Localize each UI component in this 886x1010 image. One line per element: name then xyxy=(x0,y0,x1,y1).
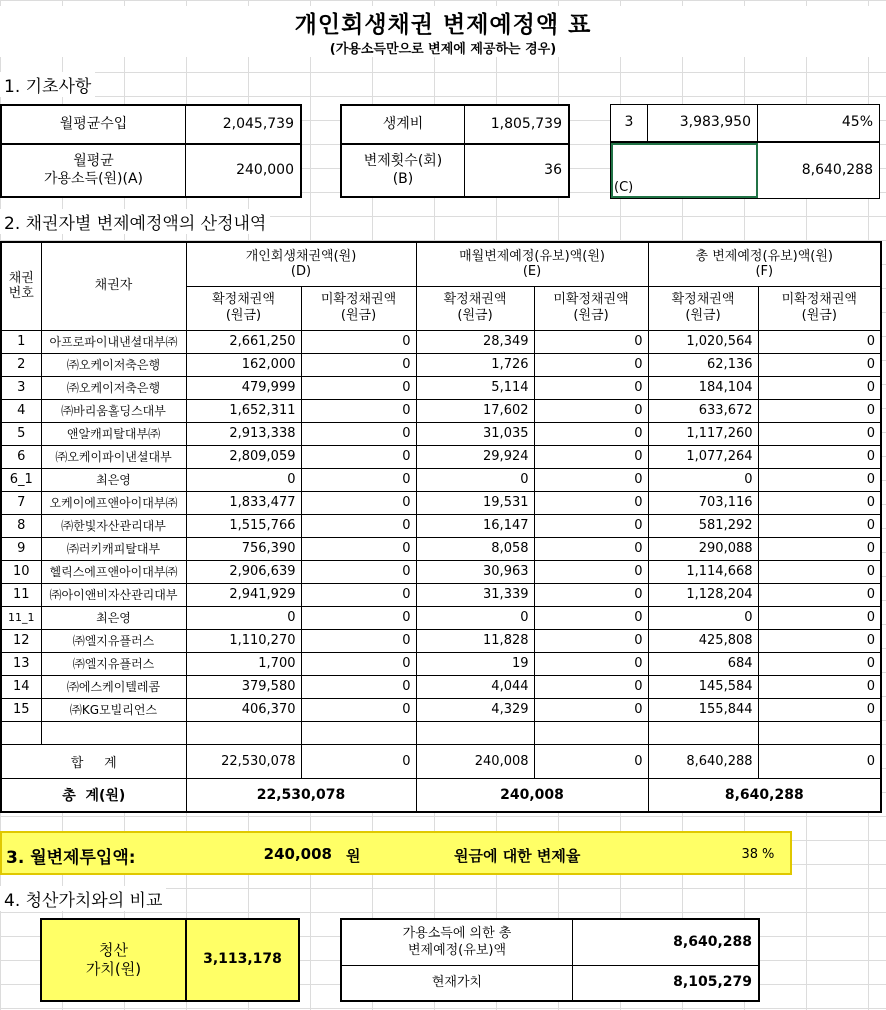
e-confirmed-cell[interactable]: 31,339 xyxy=(416,583,534,606)
row-number[interactable]: 1 xyxy=(1,330,41,353)
disposable-income-value[interactable]: 240,000 xyxy=(236,161,294,178)
e-confirmed-cell[interactable]: 19 xyxy=(416,652,534,675)
f-unconfirmed-cell[interactable]: 0 xyxy=(758,606,881,629)
e-confirmed-cell[interactable]: 31,035 xyxy=(416,422,534,445)
d-confirmed-cell[interactable]: 2,941,929 xyxy=(186,583,301,606)
header-e-unconfirmed: 미확정채권액 (원금) xyxy=(534,286,648,330)
grand-total-e[interactable]: 240,008 xyxy=(416,778,648,812)
e-unconfirmed-cell[interactable]: 0 xyxy=(534,583,648,606)
f-unconfirmed-cell[interactable]: 0 xyxy=(758,399,881,422)
disposable-income-label: 월평균 가용소득(원)(A) xyxy=(43,153,144,187)
d-unconfirmed-cell[interactable]: 0 xyxy=(301,445,416,468)
f-confirmed-cell[interactable]: 684 xyxy=(648,652,758,675)
c-label: (C) xyxy=(614,179,634,195)
table-row xyxy=(1,422,881,445)
d-confirmed-cell[interactable]: 479,999 xyxy=(186,376,301,399)
d-unconfirmed-cell[interactable]: 0 xyxy=(301,468,416,491)
f-unconfirmed-cell[interactable]: 0 xyxy=(758,629,881,652)
e-confirmed-cell[interactable]: 8,058 xyxy=(416,537,534,560)
section-4-title: 4. 청산가치와의 비교 xyxy=(0,886,166,911)
creditor-name[interactable]: 오케이에프앤아이대부㈜ xyxy=(41,491,186,514)
present-value-label: 현재가치 xyxy=(431,974,483,990)
d-confirmed-cell[interactable]: 2,906,639 xyxy=(186,560,301,583)
e-confirmed-cell[interactable]: 19,531 xyxy=(416,491,534,514)
f-confirmed-cell[interactable]: 633,672 xyxy=(648,399,758,422)
f-confirmed-cell[interactable]: 0 xyxy=(648,468,758,491)
d-unconfirmed-cell[interactable]: 0 xyxy=(301,399,416,422)
e-unconfirmed-cell[interactable]: 0 xyxy=(534,629,648,652)
table-row xyxy=(1,537,881,560)
table-row xyxy=(1,514,881,537)
e-unconfirmed-cell[interactable]: 0 xyxy=(534,353,648,376)
d-confirmed-cell[interactable]: 162,000 xyxy=(186,353,301,376)
repayment-ratio-unit: % xyxy=(762,847,775,862)
table-row xyxy=(1,468,881,491)
e-confirmed-cell[interactable]: 1,726 xyxy=(416,353,534,376)
sum-e-confirmed[interactable]: 240,008 xyxy=(416,744,534,778)
d-unconfirmed-cell[interactable]: 0 xyxy=(301,583,416,606)
d-unconfirmed-cell[interactable]: 0 xyxy=(301,629,416,652)
header-f: 총 변제예정(유보)액(원) (F) xyxy=(648,242,881,286)
d-unconfirmed-cell[interactable]: 0 xyxy=(301,422,416,445)
header-e: 매월변제예정(유보)액(원) (E) xyxy=(416,242,648,286)
creditor-name[interactable]: 헬릭스에프앤아이대부㈜ xyxy=(41,560,186,583)
d-confirmed-cell[interactable]: 406,370 xyxy=(186,698,301,721)
e-confirmed-cell[interactable]: 4,044 xyxy=(416,675,534,698)
e-confirmed-cell[interactable]: 29,924 xyxy=(416,445,534,468)
sum-label: 합 계 xyxy=(1,744,186,778)
table-row xyxy=(1,583,881,606)
header-d-unconfirmed: 미확정채권액 (원금) xyxy=(301,286,416,330)
sum-d-confirmed[interactable]: 22,530,078 xyxy=(186,744,301,778)
f-unconfirmed-cell[interactable]: 0 xyxy=(758,514,881,537)
e-unconfirmed-cell[interactable]: 0 xyxy=(534,652,648,675)
liquidation-label: 청산 가치(원) xyxy=(85,941,142,978)
f-confirmed-cell[interactable]: 1,114,668 xyxy=(648,560,758,583)
creditor-name[interactable]: 아프로파이내낸셜대부㈜ xyxy=(41,330,186,353)
d-unconfirmed-cell[interactable]: 0 xyxy=(301,560,416,583)
e-confirmed-cell[interactable]: 11,828 xyxy=(416,629,534,652)
creditor-name[interactable]: ㈜오케이파이낸셜대부 xyxy=(41,445,186,468)
monthly-income-label: 월평균수입 xyxy=(59,115,128,132)
f-unconfirmed-cell[interactable]: 0 xyxy=(758,652,881,675)
living-cost-box xyxy=(340,104,570,198)
d-confirmed-cell[interactable]: 1,515,766 xyxy=(186,514,301,537)
e-unconfirmed-cell[interactable]: 0 xyxy=(534,399,648,422)
f-unconfirmed-cell[interactable]: 0 xyxy=(758,330,881,353)
monthly-payment-unit: 원 xyxy=(346,847,361,865)
d-confirmed-cell[interactable]: 0 xyxy=(186,468,301,491)
monthly-payment-label: 3. 월변제투입액: xyxy=(6,848,136,868)
table-row xyxy=(1,698,881,721)
table-row xyxy=(1,445,881,468)
row-number[interactable]: 7 xyxy=(1,491,41,514)
f-confirmed-cell[interactable]: 145,584 xyxy=(648,675,758,698)
c-amount[interactable]: 3,983,950 xyxy=(679,114,751,131)
repayment-ratio-value[interactable]: 38 xyxy=(741,847,758,862)
d-confirmed-cell[interactable]: 1,833,477 xyxy=(186,491,301,514)
liquidation-box xyxy=(40,918,300,1002)
d-confirmed-cell[interactable]: 2,661,250 xyxy=(186,330,301,353)
c-total-value[interactable]: 8,640,288 xyxy=(801,161,873,178)
section-1-title: 1. 기초사항 xyxy=(0,72,95,97)
total-repayment-value[interactable]: 8,640,288 xyxy=(673,933,752,950)
f-unconfirmed-cell[interactable]: 0 xyxy=(758,698,881,721)
d-unconfirmed-cell[interactable]: 0 xyxy=(301,698,416,721)
header-f-confirmed: 확정채권액 (원금) xyxy=(648,286,758,330)
table-row xyxy=(1,675,881,698)
f-unconfirmed-cell[interactable]: 0 xyxy=(758,537,881,560)
e-unconfirmed-cell[interactable]: 0 xyxy=(534,537,648,560)
row-number[interactable]: 9 xyxy=(1,537,41,560)
table-row xyxy=(1,353,881,376)
table-row xyxy=(1,652,881,675)
creditor-name[interactable]: ㈜러키캐피탈대부 xyxy=(41,537,186,560)
e-confirmed-cell[interactable]: 0 xyxy=(416,468,534,491)
e-confirmed-cell[interactable]: 16,147 xyxy=(416,514,534,537)
row-number[interactable]: 10 xyxy=(1,560,41,583)
creditor-name[interactable]: 앤알캐피탈대부㈜ xyxy=(41,422,186,445)
row-number[interactable]: 11 xyxy=(1,583,41,606)
header-e-confirmed: 확정채권액 (원금) xyxy=(416,286,534,330)
f-confirmed-cell[interactable]: 155,844 xyxy=(648,698,758,721)
e-unconfirmed-cell[interactable]: 0 xyxy=(534,491,648,514)
row-number[interactable]: 12 xyxy=(1,629,41,652)
d-unconfirmed-cell[interactable]: 0 xyxy=(301,537,416,560)
creditor-name[interactable]: ㈜아이앤비자산관리대부 xyxy=(41,583,186,606)
payment-count-value[interactable]: 36 xyxy=(544,161,562,178)
e-confirmed-cell[interactable]: 30,963 xyxy=(416,560,534,583)
grand-total-d[interactable]: 22,530,078 xyxy=(186,778,416,812)
row-number[interactable]: 5 xyxy=(1,422,41,445)
f-confirmed-cell[interactable]: 1,117,260 xyxy=(648,422,758,445)
d-confirmed-cell[interactable]: 1,652,311 xyxy=(186,399,301,422)
e-confirmed-cell[interactable]: 5,114 xyxy=(416,376,534,399)
income-box xyxy=(0,104,302,198)
row-number[interactable]: 8 xyxy=(1,514,41,537)
payment-count-label: 변제횟수(회) (B) xyxy=(363,153,443,187)
d-unconfirmed-cell[interactable]: 0 xyxy=(301,491,416,514)
page-title: 개인회생채권 변제예정액 표 xyxy=(0,6,886,39)
creditor-name[interactable]: ㈜오케이저축은행 xyxy=(41,376,186,399)
row-number[interactable]: 11_1 xyxy=(1,606,41,629)
e-confirmed-cell[interactable]: 28,349 xyxy=(416,330,534,353)
creditor-name[interactable]: ㈜에스케이텔레콤 xyxy=(41,675,186,698)
sum-e-unconfirmed[interactable]: 0 xyxy=(534,744,648,778)
f-unconfirmed-cell[interactable]: 0 xyxy=(758,376,881,399)
sum-row xyxy=(1,744,881,778)
e-unconfirmed-cell[interactable]: 0 xyxy=(534,376,648,399)
e-confirmed-cell[interactable]: 4,329 xyxy=(416,698,534,721)
grand-total-row xyxy=(1,778,881,812)
repayment-ratio-label: 원금에 대한 변제율 xyxy=(454,847,581,865)
d-confirmed-cell[interactable]: 1,110,270 xyxy=(186,629,301,652)
header-no: 채권 번호 xyxy=(1,242,41,330)
f-confirmed-cell[interactable]: 0 xyxy=(648,606,758,629)
present-value-value[interactable]: 8,105,279 xyxy=(673,974,752,991)
f-confirmed-cell[interactable]: 425,808 xyxy=(648,629,758,652)
monthly-payment-amount[interactable]: 240,008 xyxy=(263,845,332,863)
f-confirmed-cell[interactable]: 1,077,264 xyxy=(648,445,758,468)
sum-d-unconfirmed[interactable]: 0 xyxy=(301,744,416,778)
f-unconfirmed-cell[interactable]: 0 xyxy=(758,675,881,698)
creditor-name[interactable]: 최은영 xyxy=(41,606,186,629)
total-repayment-label: 가용소득에 의한 총 변제예정(유보)액 xyxy=(402,926,512,958)
f-confirmed-cell[interactable]: 1,020,564 xyxy=(648,330,758,353)
row-number[interactable]: 15 xyxy=(1,698,41,721)
comparison-box xyxy=(340,918,760,1002)
c-info-box xyxy=(610,104,880,142)
row-number[interactable]: 3 xyxy=(1,376,41,399)
header-f-unconfirmed: 미확정채권액 (원금) xyxy=(758,286,881,330)
e-unconfirmed-cell[interactable]: 0 xyxy=(534,606,648,629)
row-number[interactable]: 4 xyxy=(1,399,41,422)
creditor-name[interactable]: 최은영 xyxy=(41,468,186,491)
grand-total-f[interactable]: 8,640,288 xyxy=(648,778,881,812)
e-unconfirmed-cell[interactable]: 0 xyxy=(534,698,648,721)
table-row xyxy=(1,560,881,583)
f-confirmed-cell[interactable]: 703,116 xyxy=(648,491,758,514)
d-confirmed-cell[interactable]: 2,913,338 xyxy=(186,422,301,445)
creditor-name[interactable]: ㈜바리움홀딩스대부 xyxy=(41,399,186,422)
header-d-confirmed: 확정채권액 (원금) xyxy=(186,286,301,330)
f-confirmed-cell[interactable]: 62,136 xyxy=(648,353,758,376)
table-row xyxy=(1,491,881,514)
section-2-title: 2. 채권자별 변제예정액의 산정내역 xyxy=(0,209,270,234)
d-confirmed-cell[interactable]: 0 xyxy=(186,606,301,629)
f-unconfirmed-cell[interactable]: 0 xyxy=(758,353,881,376)
f-confirmed-cell[interactable]: 184,104 xyxy=(648,376,758,399)
d-unconfirmed-cell[interactable]: 0 xyxy=(301,514,416,537)
header-d: 개인회생채권액(원) (D) xyxy=(186,242,416,286)
c-total-box xyxy=(610,142,880,199)
sum-f-confirmed[interactable]: 8,640,288 xyxy=(648,744,758,778)
f-unconfirmed-cell[interactable]: 0 xyxy=(758,491,881,514)
d-unconfirmed-cell[interactable]: 0 xyxy=(301,376,416,399)
e-unconfirmed-cell[interactable]: 0 xyxy=(534,422,648,445)
row-number[interactable]: 14 xyxy=(1,675,41,698)
page-subtitle: (가용소득만으로 변제에 제공하는 경우) xyxy=(0,38,886,57)
e-confirmed-cell[interactable]: 17,602 xyxy=(416,399,534,422)
table-row xyxy=(1,330,881,353)
f-confirmed-cell[interactable]: 290,088 xyxy=(648,537,758,560)
monthly-payment-band xyxy=(0,831,792,875)
f-unconfirmed-cell[interactable]: 0 xyxy=(758,560,881,583)
c-count[interactable]: 3 xyxy=(624,114,634,131)
table-row xyxy=(1,376,881,399)
table-row xyxy=(1,399,881,422)
liquidation-value[interactable]: 3,113,178 xyxy=(203,951,282,968)
header-creditor: 채권자 xyxy=(41,242,186,330)
d-unconfirmed-cell[interactable]: 0 xyxy=(301,675,416,698)
d-confirmed-cell[interactable]: 756,390 xyxy=(186,537,301,560)
grand-total-label: 총 계(원) xyxy=(1,778,186,812)
c-percent[interactable]: 45% xyxy=(841,114,873,131)
d-confirmed-cell[interactable]: 1,700 xyxy=(186,652,301,675)
d-unconfirmed-cell[interactable]: 0 xyxy=(301,353,416,376)
d-confirmed-cell[interactable]: 379,580 xyxy=(186,675,301,698)
e-unconfirmed-cell[interactable]: 0 xyxy=(534,560,648,583)
creditor-name[interactable]: ㈜엘지유플러스 xyxy=(41,652,186,675)
creditor-name[interactable]: ㈜한빛자산관리대부 xyxy=(41,514,186,537)
d-unconfirmed-cell[interactable]: 0 xyxy=(301,606,416,629)
d-unconfirmed-cell[interactable]: 0 xyxy=(301,652,416,675)
f-unconfirmed-cell[interactable]: 0 xyxy=(758,422,881,445)
row-number[interactable]: 13 xyxy=(1,652,41,675)
row-number[interactable]: 6_1 xyxy=(1,468,41,491)
e-unconfirmed-cell[interactable]: 0 xyxy=(534,445,648,468)
blank-row xyxy=(1,721,881,744)
creditor-table xyxy=(0,241,882,813)
e-unconfirmed-cell[interactable]: 0 xyxy=(534,468,648,491)
living-cost-label: 생계비 xyxy=(382,115,424,132)
d-confirmed-cell[interactable]: 2,809,059 xyxy=(186,445,301,468)
creditor-name[interactable]: ㈜오케이저축은행 xyxy=(41,353,186,376)
row-number[interactable]: 6 xyxy=(1,445,41,468)
table-row xyxy=(1,606,881,629)
e-unconfirmed-cell[interactable]: 0 xyxy=(534,330,648,353)
d-unconfirmed-cell[interactable]: 0 xyxy=(301,330,416,353)
e-unconfirmed-cell[interactable]: 0 xyxy=(534,675,648,698)
row-number[interactable]: 2 xyxy=(1,353,41,376)
f-unconfirmed-cell[interactable]: 0 xyxy=(758,583,881,606)
creditor-name[interactable]: ㈜KG모빌리언스 xyxy=(41,698,186,721)
f-unconfirmed-cell[interactable]: 0 xyxy=(758,445,881,468)
sum-f-unconfirmed[interactable]: 0 xyxy=(758,744,881,778)
creditor-name[interactable]: ㈜엘지유플러스 xyxy=(41,629,186,652)
f-confirmed-cell[interactable]: 1,128,204 xyxy=(648,583,758,606)
f-unconfirmed-cell[interactable]: 0 xyxy=(758,468,881,491)
f-confirmed-cell[interactable]: 581,292 xyxy=(648,514,758,537)
living-cost-value[interactable]: 1,805,739 xyxy=(490,115,562,132)
e-confirmed-cell[interactable]: 0 xyxy=(416,606,534,629)
monthly-income-value[interactable]: 2,045,739 xyxy=(222,115,294,132)
table-row xyxy=(1,629,881,652)
e-unconfirmed-cell[interactable]: 0 xyxy=(534,514,648,537)
